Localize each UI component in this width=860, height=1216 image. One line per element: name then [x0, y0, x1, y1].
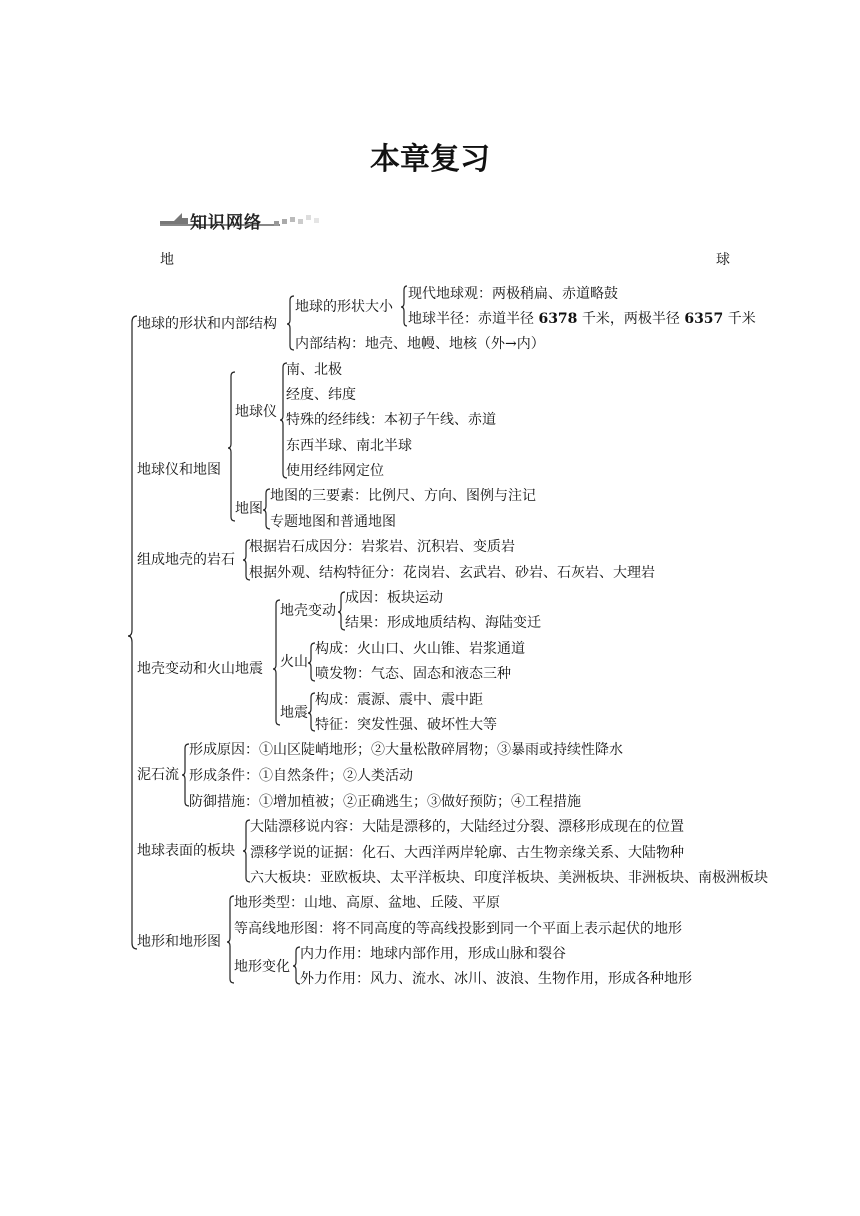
section-banner-label: 知识网络: [190, 213, 262, 233]
branch-globe-map: 地球仪和地图: [137, 462, 221, 478]
node-volcano: 火山: [280, 654, 308, 670]
leaf-volcano-item: 构成：火山口、火山锥、岩浆通道: [315, 641, 525, 657]
branch-rocks: 组成地壳的岩石: [137, 552, 235, 568]
leaf-quake-item: 构成：震源、震中、震中距: [315, 692, 483, 708]
leaf-plate-item: 大陆漂移说内容：大陆是漂移的，大陆经过分裂、漂移形成现在的位置: [250, 819, 684, 835]
branch-shape-structure: 地球的形状和内部结构: [137, 316, 277, 332]
node-globe: 地球仪: [235, 404, 277, 420]
leaf-rock-item: 根据外观、结构特征分：花岗岩、玄武岩、砂岩、石灰岩、大理岩: [249, 565, 655, 581]
leaf-movement-item: 结果：形成地质结构、海陆变迁: [345, 615, 541, 631]
leaf-mudflow-item: 形成原因：①山区陡峭地形；②大量松散碎屑物；③暴雨或持续性降水: [189, 742, 623, 758]
radius-pole: 6357: [684, 311, 724, 327]
leaf-plate-item: 漂移学说的证据：化石、大西洋两岸轮廓、古生物亲缘关系、大陆物种: [250, 845, 684, 861]
branch-crust-volcano-quake: 地壳变动和火山地震: [137, 661, 263, 677]
root-label-left: 地: [160, 252, 174, 268]
leaf-rock-item: 根据岩石成因分：岩浆岩、沉积岩、变质岩: [249, 539, 515, 555]
page-title: 本章复习: [370, 142, 490, 177]
leaf-map-item: 地图的三要素：比例尺、方向、图例与注记: [270, 488, 536, 504]
leaf-change-item: 内力作用：地球内部作用，形成山脉和裂谷: [300, 946, 566, 962]
leaf-globe-item: 经度、纬度: [286, 387, 356, 403]
leaf-earth-view: 现代地球观：两极稍扁、赤道略鼓: [408, 286, 618, 302]
node-earthquake: 地震: [280, 705, 308, 721]
node-landform-change: 地形变化: [234, 959, 290, 975]
leaf-globe-item: 特殊的经纬线：本初子午线、赤道: [286, 412, 496, 428]
leaf-change-item: 外力作用：风力、流水、冰川、波浪、生物作用，形成各种地形: [300, 971, 692, 987]
leaf-volcano-item: 喷发物：气态、固态和液态三种: [315, 666, 511, 682]
leaf-movement-item: 成因：板块运动: [345, 590, 443, 606]
root-label-right: 球: [716, 252, 730, 268]
radius-mid: 千米，两极半径: [577, 311, 685, 327]
leaf-earth-radius: [408, 311, 756, 327]
leaf-contour-map: 等高线地形图：将不同高度的等高线投影到同一个平面上表示起伏的地形: [234, 921, 682, 937]
leaf-globe-item: 东西半球、南北半球: [286, 438, 412, 454]
node-crust-movement: 地壳变动: [280, 603, 336, 619]
radius-equator: 6378: [538, 311, 578, 327]
leaf-inner-structure: 内部结构：地壳、地幔、地核（外→内）: [295, 336, 545, 352]
radius-suffix: 千米: [723, 311, 756, 327]
leaf-globe-item: 南、北极: [286, 362, 342, 378]
leaf-globe-item: 使用经纬网定位: [286, 463, 384, 479]
leaf-plate-item: 六大板块：亚欧板块、太平洋板块、印度洋板块、美洲板块、非洲板块、南极洲板块: [250, 870, 768, 886]
branch-landform: 地形和地形图: [137, 934, 221, 950]
branch-plates: 地球表面的板块: [137, 843, 235, 859]
leaf-mudflow-item: 形成条件：①自然条件；②人类活动: [189, 768, 413, 784]
leaf-quake-item: 特征：突发性强、破坏性大等: [315, 717, 497, 733]
leaf-landform-types: 地形类型：山地、高原、盆地、丘陵、平原: [234, 895, 500, 911]
leaf-map-item: 专题地图和普通地图: [270, 514, 396, 530]
leaf-mudflow-item: 防御措施：①增加植被；②正确逃生；③做好预防；④工程措施: [189, 794, 581, 810]
node-map: 地图: [235, 501, 263, 517]
node-shape-size: 地球的形状大小: [295, 299, 393, 315]
branch-mudflow: 泥石流: [137, 767, 179, 783]
radius-prefix: 地球半径：赤道半径: [408, 311, 539, 327]
